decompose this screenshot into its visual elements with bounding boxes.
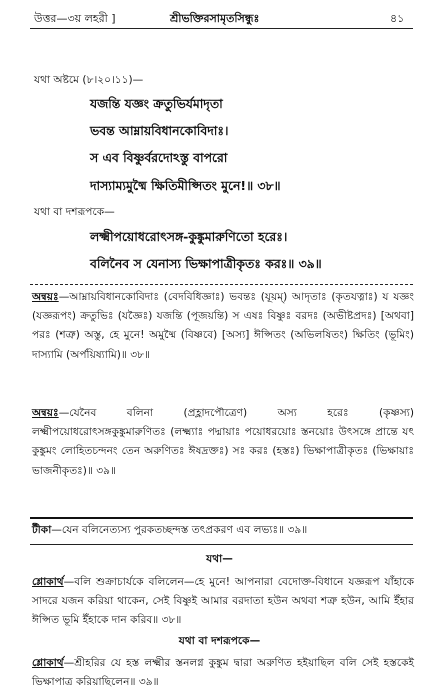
anvaya-38 (32, 288, 414, 365)
anvaya-39 (32, 404, 414, 481)
section-intro-ashtame: যথা অষ্টমে (৮।২০।১১)— (34, 74, 144, 86)
shlokartha-label: শ্লোকার্থ (32, 657, 64, 669)
tika-39 (32, 521, 414, 540)
header-rule (30, 28, 413, 29)
anvaya-label: অন্বয়ঃ (32, 291, 59, 303)
shlokartha-label: শ্লোকার্থ (32, 576, 64, 588)
verse-38-line-3: স এব বিষ্ণুর্বরদোঽস্তু বাপরো (90, 150, 228, 165)
yatha-heading: যথা— (206, 553, 233, 565)
tika-label: টীকা (32, 524, 52, 536)
dasharupake-heading: যথা বা দশরূপকে— (178, 635, 261, 647)
verse-39-line-2: বলিনৈব স যেনাস্য ভিক্ষাপাত্রীকৃতঃ করঃ॥ ৩৯॥ (90, 256, 322, 271)
verse-38-line-1: যজন্তি যজ্ঞং ক্রতুভির্যমাদৃতা (90, 96, 223, 111)
anvaya-39-text: —যেনৈব বলিনা (প্রহ্লাদপৌত্রেণ) অস্য হরেঃ (কৃষ্ণস্য) লক্ষ্মীপয়োধরোৎসঙ্গকুঙ্কুমারুণিতঃ (লক্ষ্ম্যাঃ পদ্মায়াঃ পয়োধরয়োঃ স্তনয়োঃ উৎসঙ্গে প্রান্তে যৎ কুঙ্কুমং লোহিতচন্দনং তেন অরুণিতঃ ঈষদ্রক্তঃ) সঃ করঃ (হস্তঃ) ভিক্ষাপাত্রীকৃতঃ (ভিক্ষায়াঃ ভাজনীকৃতঃ)॥ ৩৯॥ (32, 407, 414, 477)
separator-dashed (30, 284, 413, 285)
translation-38-text: —বলি শুক্রাচার্যকে বলিলেন—হে মুনে! আপনারা বেদোক্ত-বিধানে যজ্ঞরূপ যাঁহাকে সাদরে যজন করিয়া থাকেন, সেই বিষ্ণুই আমার বরদাতা হউন অথবা শত্রু হউন, আমি ইঁহার ঈপ্সিত ভূমি ইঁহাকে দান করিব॥ ৩৮॥ (32, 576, 414, 627)
anvaya-38-text: —আম্নায়বিধানকোবিদাঃ (বেদবিধিজ্ঞাঃ) ভবন্তঃ (যূয়ম্) আদৃতাঃ (কৃতযত্নাঃ) য যজ্ঞং (যজ্ঞরূপং) ক্রতুভিঃ (যজ্ঞৈঃ) যজন্তি (পূজয়ন্তি) স এষঃ বিষ্ণুঃ বরদঃ (অভীষ্টপ্রদঃ) [অথবা] পরঃ (শত্রু) অস্তু, হে মুনে! অমুষ্মৈ (বিষ্ণবে) [অস্য] ঈপ্সিতং (অভিলষিতং) ক্ষিতিং (ভূমিং) দাস্যামি (অর্পয়িষ্যামি)॥ ৩৮॥ (32, 291, 414, 361)
section-intro-dasharupake: যথা বা দশরূপকে— (34, 206, 115, 218)
verse-38-line-2: ভবন্ত আম্নায়বিধানকোবিদাঃ। (90, 123, 229, 138)
running-head-left: উত্তর—৩য় লহরী ] (34, 12, 116, 25)
verse-38-line-4: দাস্যাম্যমুষ্মৈ ক্ষিতিমীপ্সিতং মুনে!॥ ৩৮॥ (90, 178, 281, 193)
anvaya-label: অন্বয়ঃ (32, 407, 59, 419)
translation-39 (32, 654, 414, 692)
tika-text: —যেন বলিনেত্যস্য পুরকতচ্ছন্দস্ত তৎপ্রকরণ এব লভ্যঃ॥ ৩৯॥ (51, 524, 308, 536)
separator-below-tika (30, 544, 413, 545)
translation-38 (32, 573, 414, 631)
running-head-title: শ্রীভক্তিরসামৃতসিন্ধুঃ (170, 12, 260, 25)
page-number: ৪১ (390, 12, 405, 25)
separator-above-tika (30, 517, 413, 519)
verse-39-line-1: লক্ষ্মীপয়োধরোৎসঙ্গ-কুঙ্কুমারুণিতো হরেঃ। (90, 229, 288, 244)
translation-39-text: —শ্রীহরির যে হস্ত লক্ষ্মীর স্তনলগ্ন কুঙ্কুম দ্বারা অরুণিত হইয়াছিল বলি সেই হস্তকেই ভিক্ষাপাত্র করিয়াছিলেন॥ ৩৯॥ (32, 657, 414, 689)
